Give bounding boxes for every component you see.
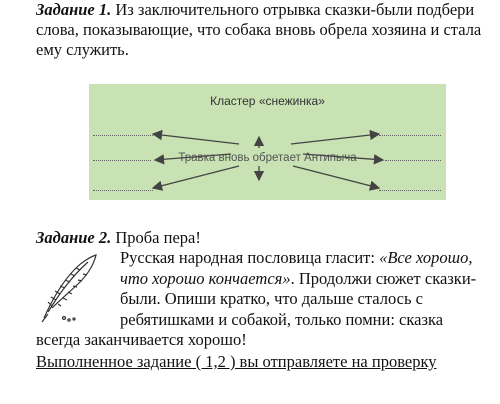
arrow-to-right-bottom bbox=[293, 166, 379, 188]
task2-paragraph bbox=[120, 248, 492, 330]
arrow-to-left-middle bbox=[155, 154, 231, 160]
task2-label: Задание 2. bbox=[36, 228, 112, 247]
cluster-diagram bbox=[89, 84, 446, 200]
arrow-to-left-bottom bbox=[153, 166, 239, 188]
task2-heading bbox=[36, 228, 201, 248]
task2-tail: всегда заканчивается хорошо! bbox=[36, 330, 247, 349]
cluster-center-text: Травка вновь обретает Антипыча bbox=[178, 152, 357, 164]
arrow-to-right-middle bbox=[303, 154, 383, 160]
cluster-arrows bbox=[89, 84, 446, 200]
task1-paragraph bbox=[36, 0, 492, 60]
task2-body: . Продолжи сюжет сказки-были. Опиши кратко, что дальше сталось с ребятишками и собакой, только помни: сказка bbox=[120, 268, 477, 329]
proverb-quote: «Все хорошо, что хорошо кончается» bbox=[120, 248, 473, 288]
quill-feather-icon bbox=[38, 252, 100, 324]
task2-subheading: Проба пера! bbox=[115, 228, 201, 247]
submission-note: Выполненное задание ( 1,2 ) вы отправляете на проверку bbox=[36, 352, 437, 371]
cluster-title: Кластер «снежинка» bbox=[210, 94, 325, 108]
arrow-to-left-top bbox=[153, 134, 239, 144]
task1-text: Из заключительного отрывка сказки-были подбери слова, показывающие, что собака вновь обрела хозяина и стала ему служить. bbox=[36, 0, 482, 59]
task2-intro: Русская народная пословица гласит: bbox=[120, 248, 380, 267]
arrow-to-right-top bbox=[291, 134, 379, 144]
task1-label: Задание 1. bbox=[36, 0, 112, 19]
